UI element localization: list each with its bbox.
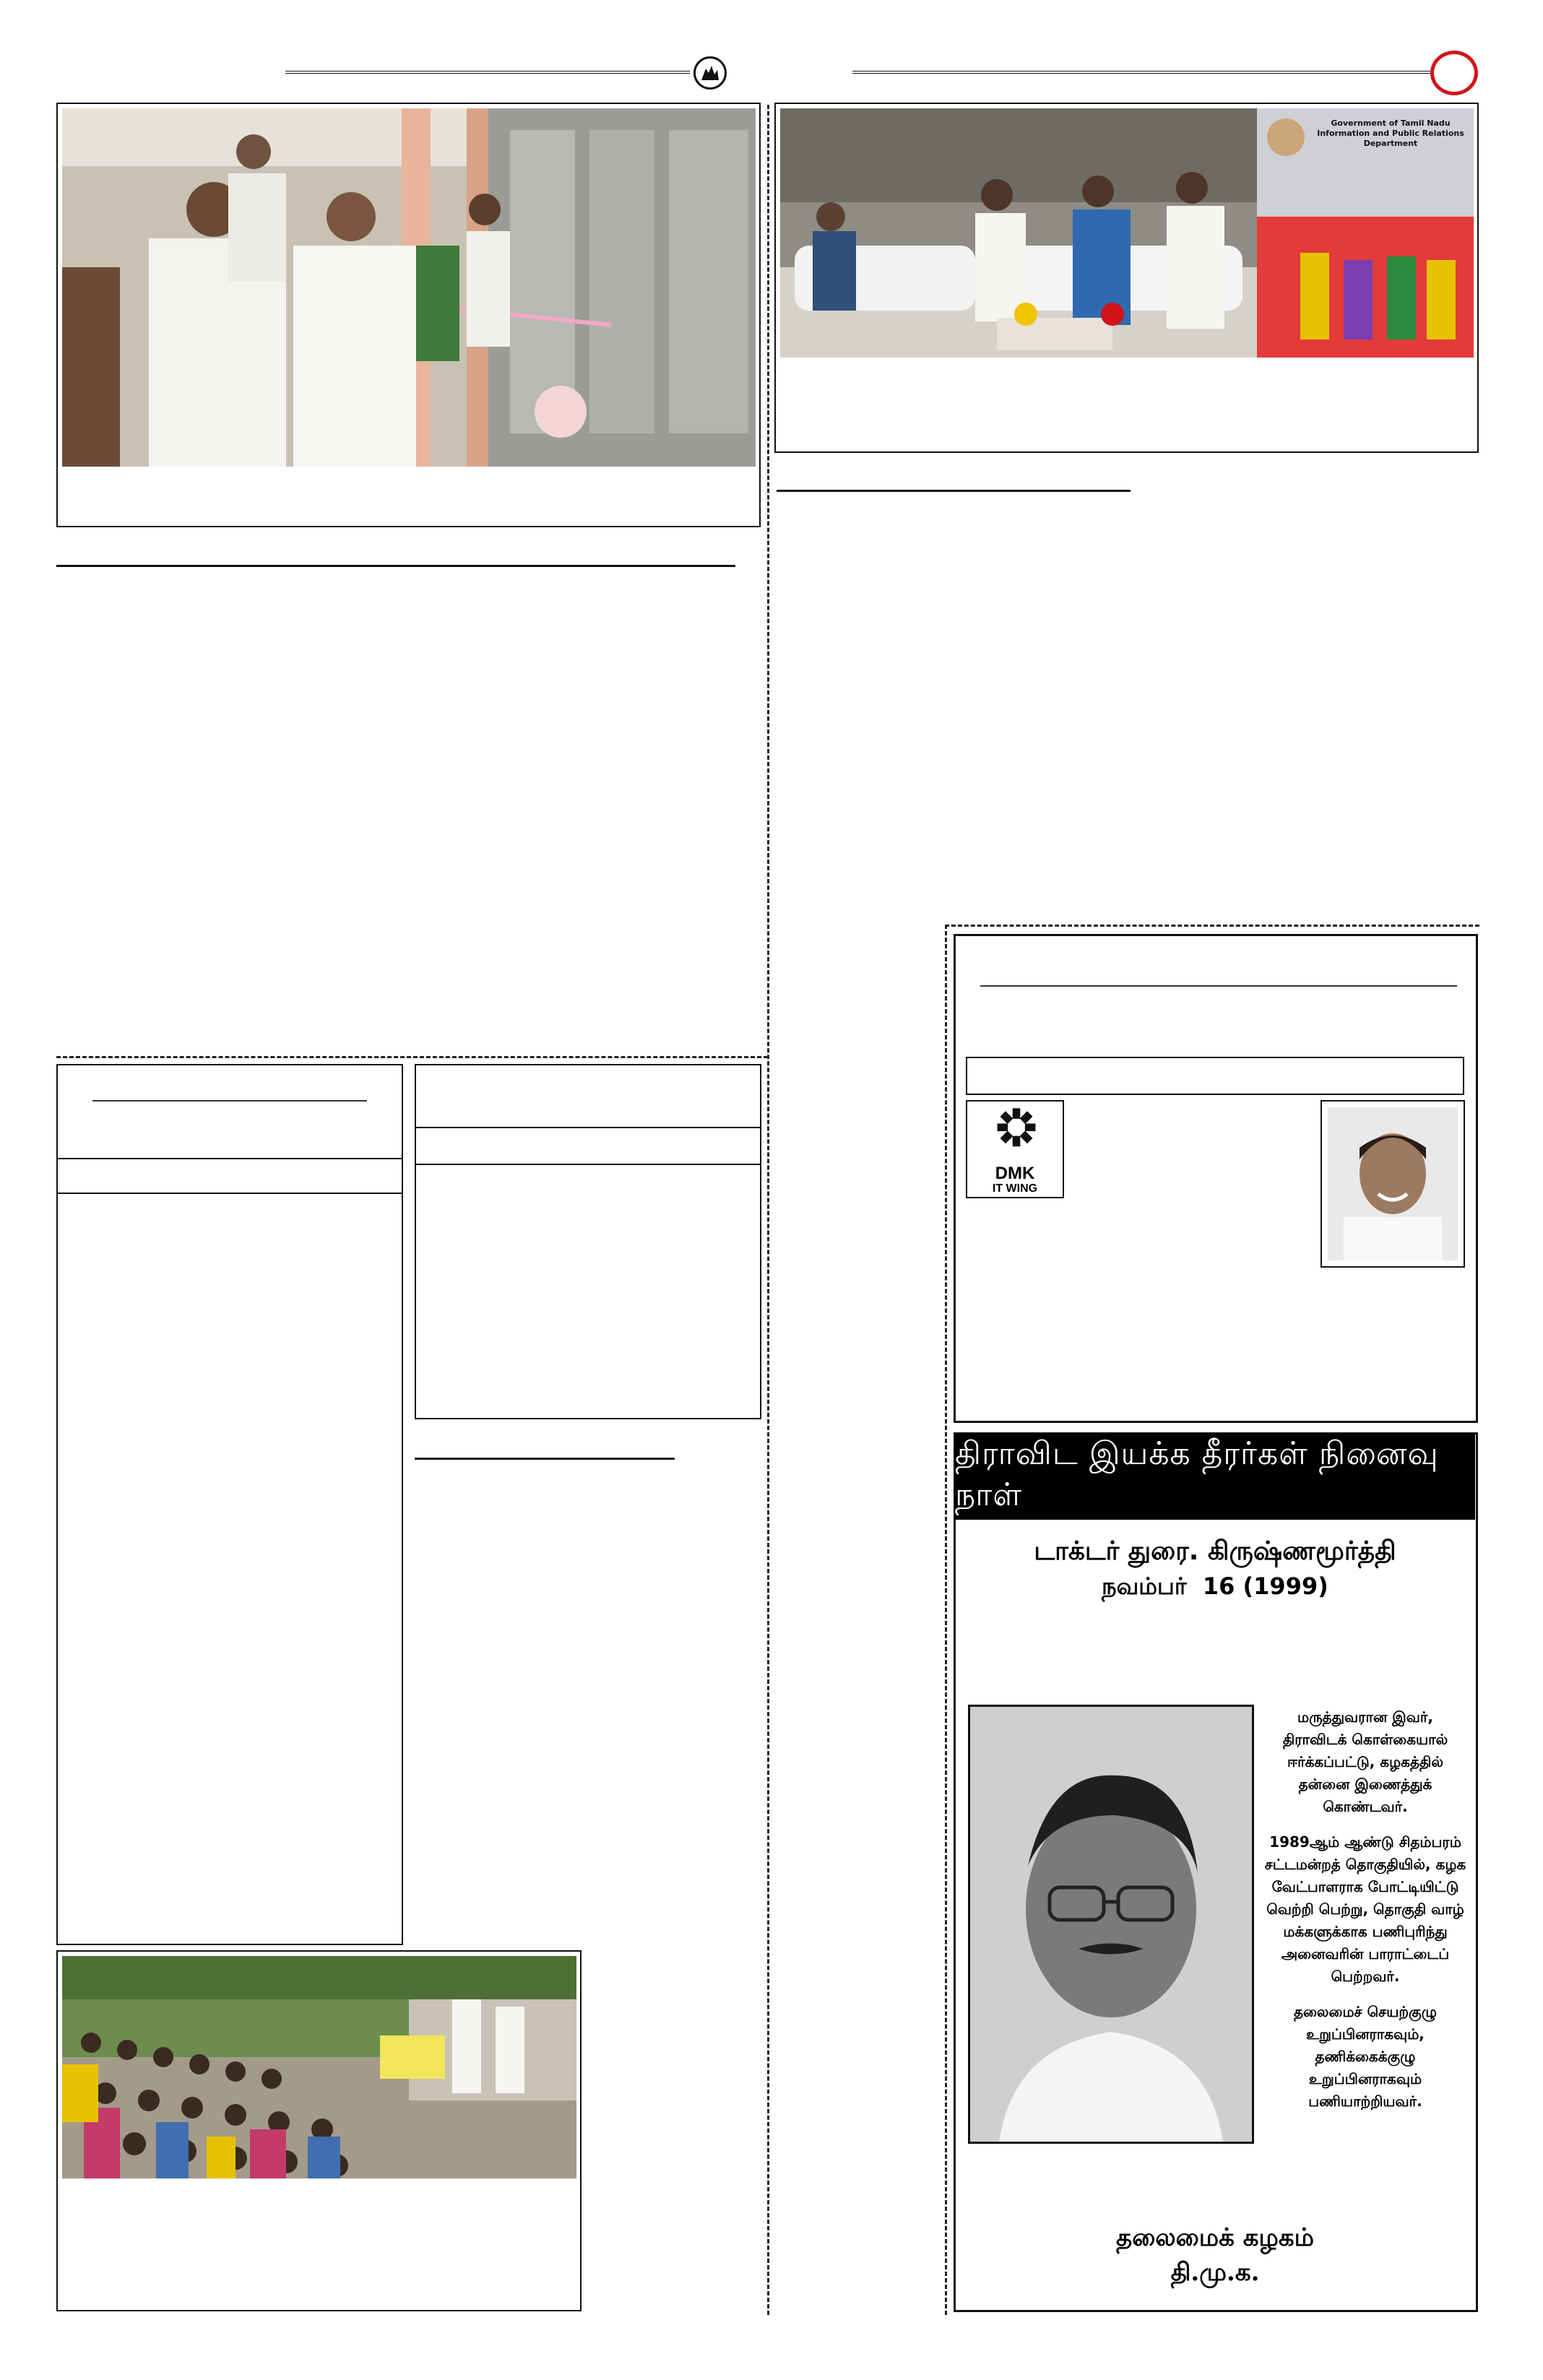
photo2-banner-text [1315,118,1466,149]
news-box-left-bar [56,1158,402,1194]
news-box-mid [415,1064,761,1419]
memorial-date: நவம்பர் 16 (1999) [1102,1572,1328,1600]
dmk-logo-icon [969,1104,1064,1169]
memorial-footer-1: தலைமைக் கழகம் [1116,2223,1314,2252]
logo-line1: DMK [995,1164,1035,1183]
memorial-bio-3: தலைமைச் செயற்குழு உறுப்பினராகவும், தணிக்கைக்குழு உறுப்பினராகவும் பணியாற்றியவர். [1293,2003,1438,2110]
news-box-left-rule [92,1100,367,1102]
memorial-bio-1: மருத்துவரான இவர், திராவிடக் கொள்கையால் ஈர்க்கப்பட்டு, கழகத்தில் தன்னை இணைத்துக் கொண்டவர். [1282,1708,1448,1815]
memorial-banner: திராவிட இயக்க தீரர்கள் நினைவு நாள் [955,1433,1475,1520]
headline-rule-mid [415,1458,675,1460]
column-divider-box [945,925,947,2315]
memorial-bio-2: 1989ஆம் ஆண்டு சிதம்பரம் சட்டமன்றத் தொகுதியில், கழக வேட்பாளராக போட்டியிட்டு வெற்றி பெற்று, தொகுதி வாழ் மக்களுக்காக பணிபுரிந்து அனைவரின் பாராட்டைப் பெற்றவர். [1264,1833,1466,1985]
logo-line2: IT WING [992,1182,1038,1195]
photo-inauguration [62,108,756,467]
news-box-mid-bar [415,1127,761,1165]
photo2-banner-line2: Information and Public Relations Department [1317,129,1464,148]
photo-gathering [62,1956,576,2178]
portrait-it-wing [1321,1100,1465,1268]
headline-rule-right [777,490,1131,492]
photo-stage-event [780,108,1474,358]
column-divider-main [767,105,769,2315]
memorial-bio [1264,1706,1466,2126]
memorial-portrait [968,1705,1254,2144]
header-rule-right [852,71,1430,74]
photo2-banner-line1: Government of Tamil Nadu [1331,118,1451,128]
memorial-footer-2: தி.மு.க. [1170,2258,1260,2287]
section-divider-left [56,1056,768,1058]
page-number-circle-icon [1430,51,1478,95]
dmk-it-wing-logo [966,1100,1064,1198]
it-wing-box-bar [966,1057,1464,1095]
headline-rule-left [56,565,735,567]
section-divider-right [945,925,1479,927]
memorial-name: டாக்டர் துரை. கிருஷ்ணமூர்த்தி [1034,1536,1396,1566]
it-wing-box-rule [980,985,1457,987]
rising-sun-icon [693,56,727,90]
header-rule-left [285,71,690,74]
news-box-left [56,1064,403,1945]
